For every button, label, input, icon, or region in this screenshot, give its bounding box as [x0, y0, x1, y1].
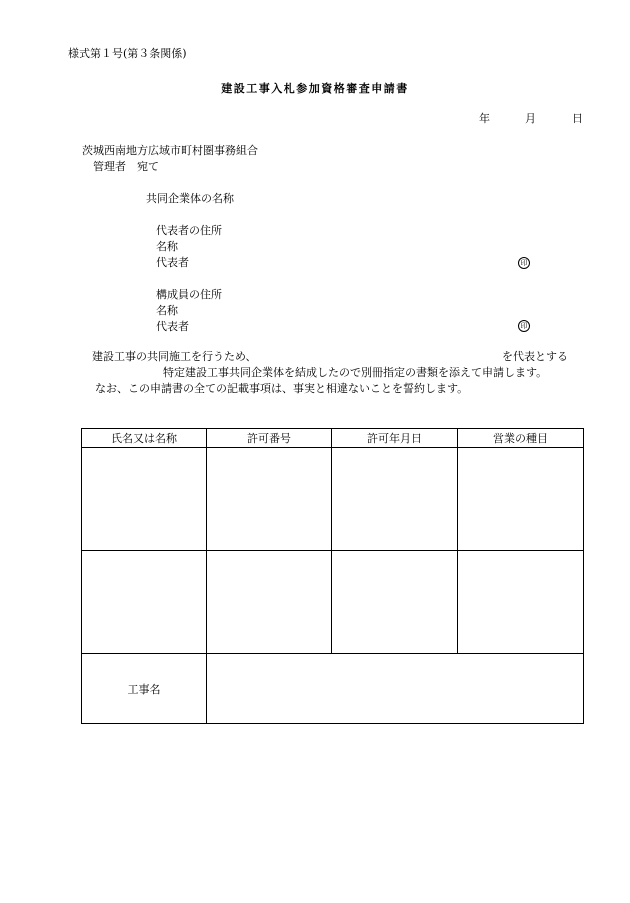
- date-year: 年: [479, 112, 490, 125]
- body-line2: 特定建設工事共同企業体を結成したので別冊指定の書類を添えて申請します。: [163, 366, 548, 379]
- jv-name-label: 共同企業体の名称: [146, 192, 234, 205]
- project-name-label: 工事名: [82, 654, 207, 724]
- representative-person-label: 代表者: [156, 256, 189, 269]
- table-cell[interactable]: [332, 448, 458, 551]
- date-day: 日: [572, 112, 583, 125]
- project-row: [82, 654, 584, 724]
- table-cell[interactable]: [332, 551, 458, 654]
- body-line3: なお、この申請書の全ての記載事項は、事実と相違ないことを誓約します。: [95, 382, 469, 395]
- column-header-name: 氏名又は名称: [82, 429, 207, 448]
- representative-seal-icon: 印: [518, 257, 530, 269]
- table-cell[interactable]: [82, 551, 207, 654]
- addressee-recipient: 管理者 宛て: [93, 160, 159, 173]
- column-header-business-type: 営業の種目: [458, 429, 584, 448]
- form-title: 建設工事入札参加資格審査申請書: [221, 82, 409, 95]
- member-address-label: 構成員の住所: [156, 288, 222, 301]
- member-name-label: 名称: [156, 304, 178, 317]
- addressee-organization: 茨城西南地方広域市町村圏事務組合: [82, 144, 258, 157]
- date-month: 月: [525, 112, 536, 125]
- table-row: [82, 551, 584, 654]
- member-person-label: 代表者: [156, 320, 189, 333]
- member-table: [81, 428, 584, 724]
- column-header-permit-number: 許可番号: [207, 429, 332, 448]
- table-cell[interactable]: [458, 551, 584, 654]
- form-number: 様式第１号(第３条関係): [68, 47, 187, 60]
- body-line1-start: 建設工事の共同施工を行うため、: [92, 350, 257, 363]
- table-row: [82, 448, 584, 551]
- body-line1-end: を代表とする: [502, 350, 568, 363]
- representative-address-label: 代表者の住所: [156, 224, 222, 237]
- table-cell[interactable]: [207, 448, 332, 551]
- representative-name-label: 名称: [156, 240, 178, 253]
- member-seal-icon: 印: [518, 320, 530, 332]
- project-name-field[interactable]: [207, 654, 584, 724]
- table-cell[interactable]: [207, 551, 332, 654]
- table-cell[interactable]: [458, 448, 584, 551]
- table-header-row: [82, 429, 584, 448]
- column-header-permit-date: 許可年月日: [332, 429, 458, 448]
- table-cell[interactable]: [82, 448, 207, 551]
